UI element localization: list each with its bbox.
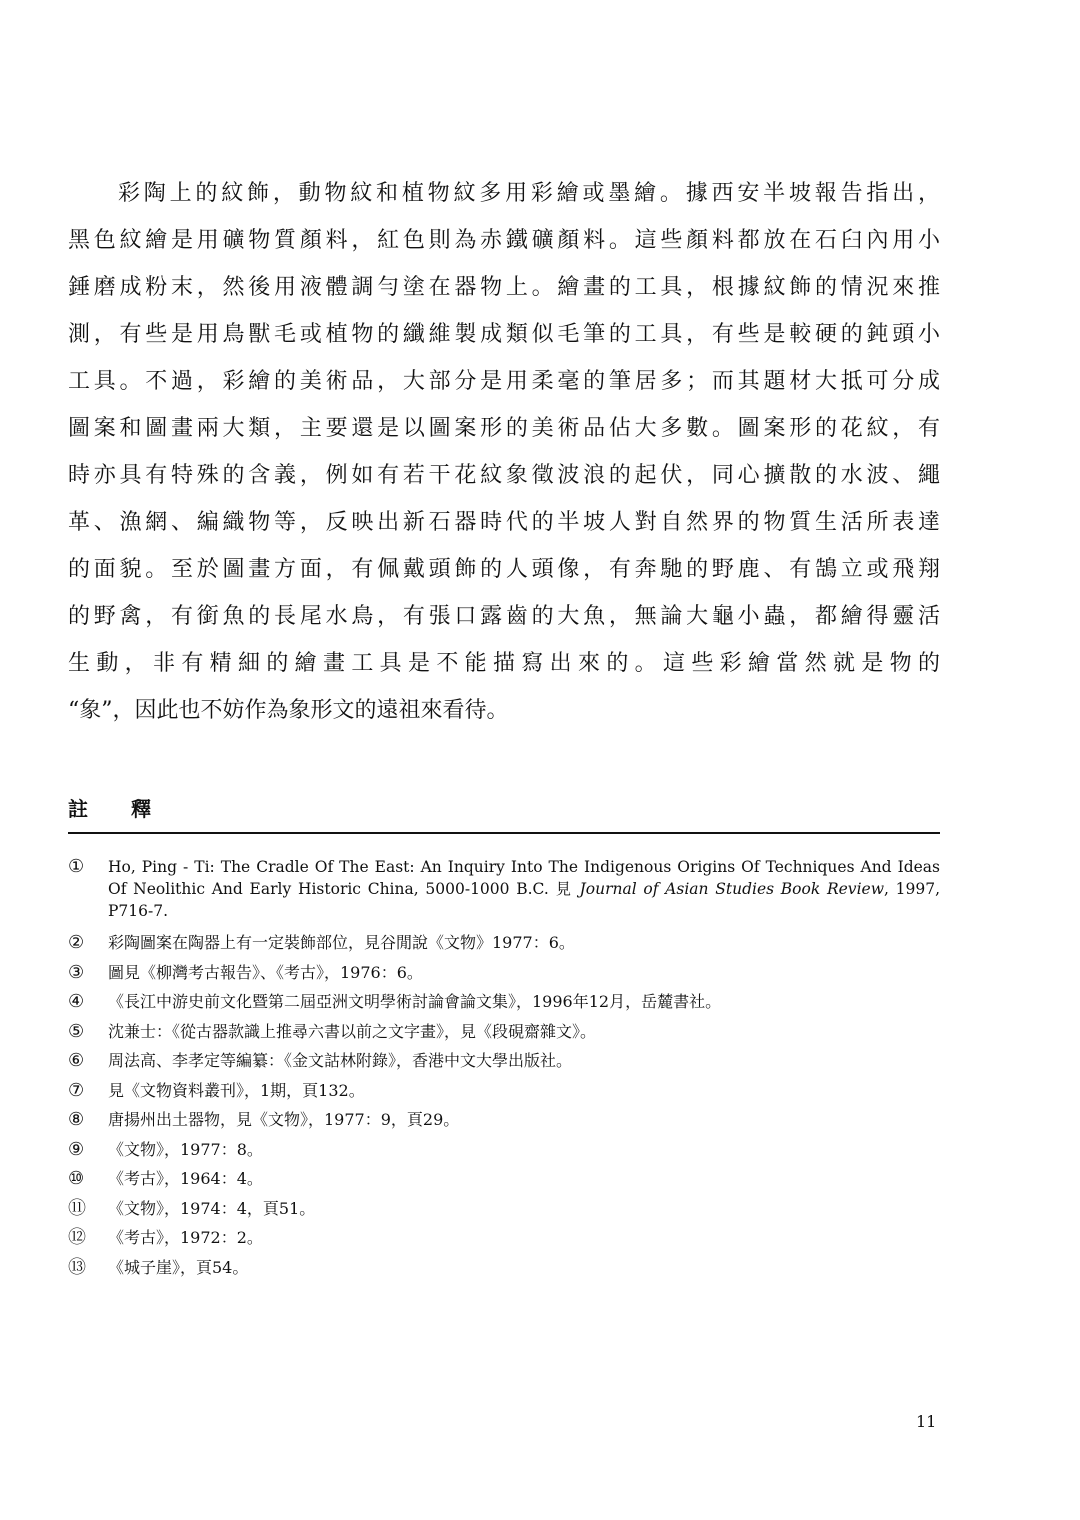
body-line: 工具。不過，彩繪的美術品，大部分是用柔毫的筆居多；而其題材大抵可分成	[68, 369, 940, 394]
note-number: ⑬	[68, 1256, 86, 1278]
note-text: 見《文物資料叢刊》，1期，頁132。	[108, 1080, 365, 1100]
body-line: 的面貌。至於圖畫方面，有佩戴頭飾的人頭像，有奔馳的野鹿、有鵠立或飛翔	[68, 557, 940, 582]
note-item	[68, 856, 940, 922]
note-text: 唐揚州出土器物，見《文物》，1977：9，頁29。	[108, 1110, 460, 1129]
note-item	[68, 1139, 940, 1161]
note-text: 沈兼士：《從古器款識上推尋六書以前之文字畫》，見《段硯齋雜文》。	[108, 1021, 597, 1041]
body-line: 的野禽，有銜魚的長尾水鳥，有張口露齒的大魚，無論大龜小蟲，都繪得靈活	[68, 604, 940, 629]
note-text: Ho, Ping - Ti: The Cradle Of The East: An Inquiry Into The Indigenous Origins Of Techniques And Ideas Of Neolithic And Early Historic China, 5000-1000 B.C. 見	[108, 858, 940, 898]
note-number: ⑩	[68, 1168, 85, 1189]
note-number: ⑧	[68, 1109, 85, 1130]
note-item	[68, 991, 940, 1013]
note-text: 《考古》，1972：2。	[108, 1228, 263, 1247]
note-text: 《考古》，1964：4。	[108, 1169, 263, 1188]
note-number: ⑪	[68, 1197, 86, 1219]
note-journal-title: Journal of Asian Studies Book Review	[579, 880, 884, 898]
body-text	[68, 170, 940, 734]
note-item	[68, 932, 940, 954]
note-text: 彩陶圖案在陶器上有一定裝飾部位，見谷閒說《文物》1977：6。	[108, 933, 575, 952]
note-number: ⑥	[68, 1050, 85, 1071]
notes-heading	[68, 794, 940, 836]
notes-divider	[68, 832, 940, 834]
body-line: “象”，因此也不妨作為象形文的遠祖來看待。	[68, 698, 509, 723]
note-number: ③	[68, 961, 85, 983]
note-number: ⑫	[68, 1227, 86, 1248]
note-number: ①	[68, 856, 85, 877]
note-text-tail: , 1997, P716-7.	[108, 880, 940, 920]
note-number: ②	[68, 932, 85, 953]
note-item	[68, 1257, 940, 1279]
body-line: 時亦具有特殊的含義，例如有若干花紋象徵波浪的起伏，同心擴散的水波、繩	[68, 463, 940, 488]
note-text: 《文物》，1974：4，頁51。	[108, 1198, 316, 1218]
note-item	[68, 1080, 940, 1102]
note-item	[68, 962, 940, 984]
note-number: ⑨	[68, 1138, 85, 1160]
note-item	[68, 1050, 940, 1072]
page-number: 11	[916, 1412, 937, 1431]
body-line: 黑色紋繪是用礦物質顏料，紅色則為赤鐵礦顏料。這些顏料都放在石臼內用小	[68, 228, 940, 253]
body-line: 圖案和圖畫兩大類，主要還是以圖案形的美術品佔大多數。圖案形的花紋，有	[68, 416, 940, 441]
note-text: 周法高、李孝定等編纂：《金文詁林附錄》，香港中文大學出版社。	[108, 1051, 573, 1070]
note-item	[68, 1227, 940, 1249]
notes-list	[68, 856, 940, 1286]
note-text: 《文物》，1977：8。	[108, 1139, 263, 1159]
body-line: 革、漁網、編織物等，反映出新石器時代的半坡人對自然界的物質生活所表達	[68, 510, 940, 535]
note-text: 圖見《柳灣考古報告》、《考古》，1976：6。	[108, 962, 423, 982]
note-item	[68, 1198, 940, 1220]
note-item	[68, 1168, 940, 1190]
body-line: 測，有些是用鳥獸毛或植物的纖維製成類似毛筆的工具，有些是較硬的鈍頭小	[68, 322, 940, 347]
note-number: ⑦	[68, 1079, 85, 1101]
note-text: 《城子崖》，頁54。	[108, 1257, 249, 1277]
notes-heading-text: 註 釋	[68, 797, 169, 821]
note-item	[68, 1109, 940, 1131]
body-line: 錘磨成粉末，然後用液體調勻塗在器物上。繪畫的工具，根據紋飾的情況來推	[68, 275, 940, 300]
body-line: 生動，非有精細的繪畫工具是不能描寫出來的。這些彩繪當然就是物的	[68, 651, 940, 676]
note-text: 《長江中游史前文化暨第二屆亞洲文明學術討論會論文集》，1996年12月，岳麓書社。	[108, 992, 722, 1011]
note-number: ④	[68, 991, 85, 1012]
note-number: ⑤	[68, 1020, 85, 1042]
note-item	[68, 1021, 940, 1043]
body-line: 彩陶上的紋飾，動物紋和植物紋多用彩繪或墨繪。據西安半坡報告指出，	[118, 181, 940, 206]
